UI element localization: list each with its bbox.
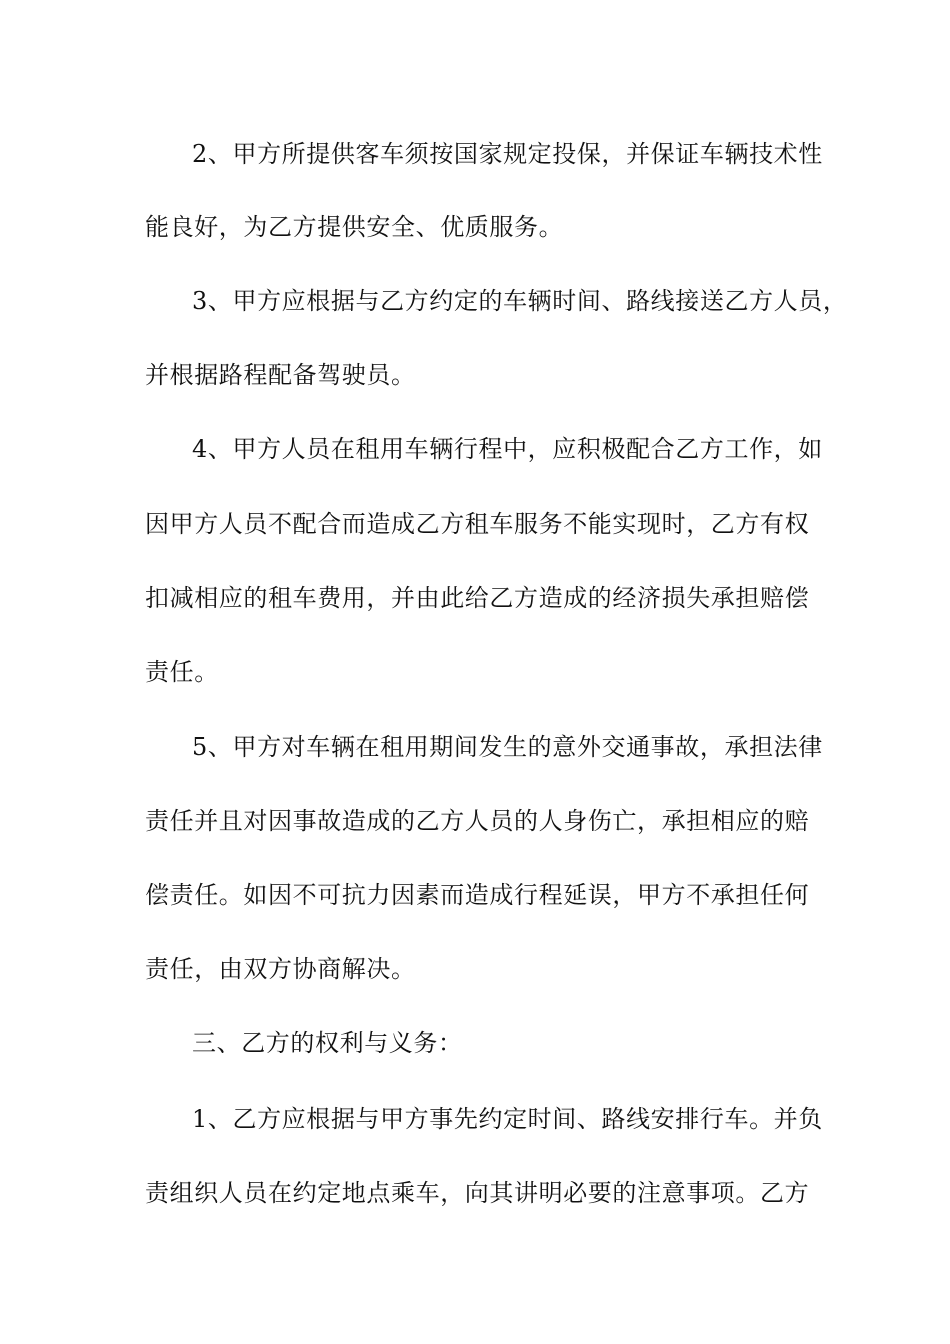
text-line: 1、乙方应根据与甲方事先约定时间、路线安排行车。并负 (192, 1105, 823, 1133)
text-line: 偿责任。如因不可抗力因素而造成行程延误，甲方不承担任何 (145, 881, 810, 909)
text-line: 责任，由双方协商解决。 (145, 955, 416, 983)
text-line: 3、甲方应根据与乙方约定的车辆时间、路线接送乙方人员， (192, 287, 848, 315)
text-line: 责任并且对因事故造成的乙方人员的人身伤亡，承担相应的赔 (145, 807, 810, 835)
text-line: 扣减相应的租车费用，并由此给乙方造成的经济损失承担赔偿 (145, 584, 810, 612)
text-line: 2、甲方所提供客车须按国家规定投保，并保证车辆技术性 (192, 140, 823, 168)
text-line: 因甲方人员不配合而造成乙方租车服务不能实现时，乙方有权 (145, 510, 810, 538)
text-line: 责任。 (145, 658, 219, 686)
section-heading: 三、乙方的权利与义务： (192, 1029, 463, 1057)
text-line: 并根据路程配备驾驶员。 (145, 361, 416, 389)
text-line: 责组织人员在约定地点乘车，向其讲明必要的注意事项。乙方 (145, 1179, 810, 1207)
text-line: 能良好，为乙方提供安全、优质服务。 (145, 213, 564, 241)
text-line: 5、甲方对车辆在租用期间发生的意外交通事故，承担法律 (192, 733, 823, 761)
text-line: 4、甲方人员在租用车辆行程中，应积极配合乙方工作，如 (192, 435, 823, 463)
